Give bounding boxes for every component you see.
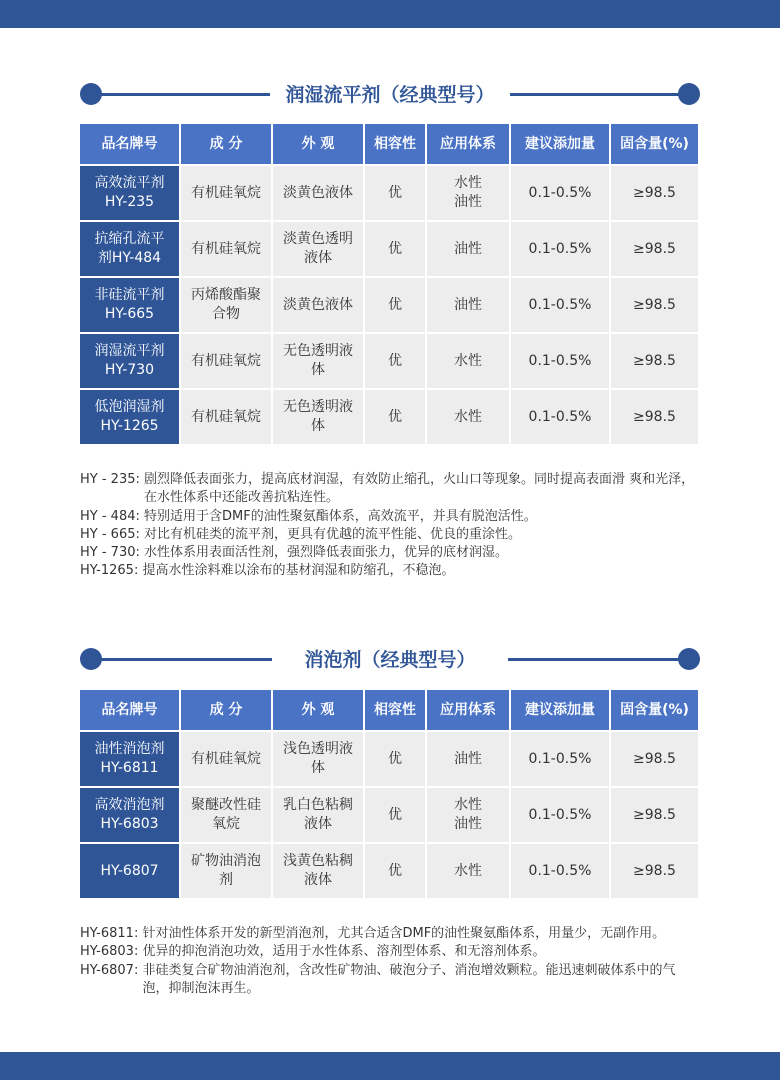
cell-name: 抗缩孔流平 剂HY-484: [80, 222, 181, 278]
header-compatibility: 相容性: [365, 690, 427, 732]
cell-composition: 有机硅氧烷: [181, 732, 273, 788]
note-text: 对比有机硅类的流平剂，更具有优越的流平性能、优良的重涂性。: [144, 526, 522, 542]
product-note: [80, 508, 700, 526]
bottom-banner-bar: [0, 1052, 780, 1080]
cell-composition: 矿物油消泡 剂: [181, 844, 273, 900]
cell-dosage: 0.1-0.5%: [511, 166, 611, 222]
cell-solid: ≥98.5: [611, 390, 700, 446]
cell-name: 润湿流平剂 HY-730: [80, 334, 181, 390]
note-code: HY - 730:: [80, 545, 144, 561]
cell-appearance: 淡黄色透明 液体: [273, 222, 365, 278]
cell-system: 油性: [427, 278, 511, 334]
note-text: 针对油性体系开发的新型消泡剂，尤其合适含DMF的油性聚氨酯体系，用量少，无副作用。: [142, 926, 666, 941]
header-dosage: 建议添加量: [511, 124, 611, 166]
cell-appearance: 无色透明液 体: [273, 334, 365, 390]
cell-composition: 有机硅氧烷: [181, 166, 273, 222]
cell-compat: 优: [365, 278, 427, 334]
leveling-agent-table: [80, 124, 700, 446]
cell-system: 水性: [427, 844, 511, 900]
product-note: [80, 962, 700, 999]
cell-name: HY-6807: [80, 844, 181, 900]
cell-compat: 优: [365, 390, 427, 446]
product-note: [80, 943, 700, 961]
table-row: [80, 844, 700, 900]
cell-name: 高效流平剂 HY-235: [80, 166, 181, 222]
table-row: [80, 732, 700, 788]
cell-appearance: 浅黄色粘稠 液体: [273, 844, 365, 900]
cell-dosage: 0.1-0.5%: [511, 278, 611, 334]
header-system: 应用体系: [427, 124, 511, 166]
cell-compat: 优: [365, 844, 427, 900]
defoamer-notes: [80, 925, 700, 998]
defoamer-table: [80, 690, 700, 900]
table-row: [80, 278, 700, 334]
note-code: HY-6807:: [80, 962, 143, 978]
cell-system: 水性 油性: [427, 166, 511, 222]
note-code: HY-1265:: [80, 563, 143, 579]
cell-solid: ≥98.5: [611, 166, 700, 222]
note-code: HY - 665:: [80, 526, 144, 542]
header-dosage: 建议添加量: [511, 690, 611, 732]
note-text: 剧烈降低表面张力，提高底材润湿，有效防止缩孔，火山口等现象。同时提高表面滑 爽和光泽，在水性体系中还能改善抗粘连性。: [144, 472, 695, 506]
cell-compat: 优: [365, 788, 427, 844]
cell-composition: 有机硅氧烷: [181, 334, 273, 390]
cell-compat: 优: [365, 334, 427, 390]
note-code: HY - 235:: [80, 472, 144, 487]
cell-compat: 优: [365, 166, 427, 222]
cell-name: 低泡润湿剂 HY-1265: [80, 390, 181, 446]
header-appearance: 外 观: [273, 690, 365, 732]
cell-solid: ≥98.5: [611, 334, 700, 390]
product-note: [80, 544, 700, 562]
section-title-text: 润湿流平剂（经典型号）: [285, 84, 495, 106]
table-row: [80, 334, 700, 390]
product-note: [80, 562, 700, 580]
product-note: [80, 471, 700, 508]
cell-composition: 有机硅氧烷: [181, 222, 273, 278]
cell-system: 水性: [427, 334, 511, 390]
cell-composition: 有机硅氧烷: [181, 390, 273, 446]
cell-dosage: 0.1-0.5%: [511, 788, 611, 844]
note-text: 特别适用于含DMF的油性聚氨酯体系，高效流平，并具有脱泡活性。: [144, 508, 537, 524]
header-composition: 成 分: [181, 124, 273, 166]
cell-composition: 聚醚改性硅 氧烷: [181, 788, 273, 844]
table-row: [80, 390, 700, 446]
note-text: 水性体系用表面活性剂，强烈降低表面张力，优异的底材润湿。: [144, 545, 509, 561]
cell-compat: 优: [365, 732, 427, 788]
cell-appearance: 乳白色粘稠 液体: [273, 788, 365, 844]
header-product: 品名牌号: [80, 690, 181, 732]
product-note: [80, 526, 700, 544]
table-header-row: [80, 690, 700, 732]
cell-solid: ≥98.5: [611, 278, 700, 334]
header-product: 品名牌号: [80, 124, 181, 166]
cell-solid: ≥98.5: [611, 788, 700, 844]
cell-composition: 丙烯酸酯聚 合物: [181, 278, 273, 334]
section-title-defoamer: [80, 648, 700, 670]
note-code: HY-6811:: [80, 926, 143, 941]
top-banner-bar: [0, 0, 780, 28]
table-row: [80, 166, 700, 222]
cell-solid: ≥98.5: [611, 732, 700, 788]
cell-dosage: 0.1-0.5%: [511, 222, 611, 278]
cell-dosage: 0.1-0.5%: [511, 844, 611, 900]
header-system: 应用体系: [427, 690, 511, 732]
cell-name: 油性消泡剂 HY-6811: [80, 732, 181, 788]
header-compatibility: 相容性: [365, 124, 427, 166]
cell-appearance: 无色透明液 体: [273, 390, 365, 446]
note-text: 优异的抑泡消泡功效，适用于水性体系、溶剂型体系、和无溶剂体系。: [142, 944, 546, 960]
cell-system: 水性: [427, 390, 511, 446]
header-solid-content: 固含量(%): [611, 690, 700, 732]
cell-dosage: 0.1-0.5%: [511, 334, 611, 390]
cell-appearance: 浅色透明液 体: [273, 732, 365, 788]
cell-name: 非硅流平剂 HY-665: [80, 278, 181, 334]
cell-system: 油性: [427, 222, 511, 278]
table-header-row: [80, 124, 700, 166]
header-solid-content: 固含量(%): [611, 124, 700, 166]
cell-name: 高效消泡剂 HY-6803: [80, 788, 181, 844]
leveling-agent-notes: [80, 471, 700, 581]
note-code: HY - 484:: [80, 508, 144, 524]
cell-compat: 优: [365, 222, 427, 278]
cell-appearance: 淡黄色液体: [273, 278, 365, 334]
cell-dosage: 0.1-0.5%: [511, 732, 611, 788]
section-title-leveling: [80, 83, 700, 105]
header-appearance: 外 观: [273, 124, 365, 166]
section-title-text: 消泡剂（经典型号）: [304, 649, 476, 671]
cell-appearance: 淡黄色液体: [273, 166, 365, 222]
cell-solid: ≥98.5: [611, 844, 700, 900]
cell-system: 油性: [427, 732, 511, 788]
cell-system: 水性 油性: [427, 788, 511, 844]
note-text: 提高水性涂料难以涂布的基材润湿和防缩孔，不稳泡。: [142, 563, 455, 579]
note-code: HY-6803:: [80, 944, 143, 960]
cell-solid: ≥98.5: [611, 222, 700, 278]
table-row: [80, 788, 700, 844]
product-note: [80, 925, 700, 943]
note-text: 非硅类复合矿物油消泡剂，含改性矿物油、破泡分子、消泡增效颗粒。能迅速刺破体系中的气泡，抑制泡沫再生。: [142, 962, 676, 996]
table-row: [80, 222, 700, 278]
cell-dosage: 0.1-0.5%: [511, 390, 611, 446]
header-composition: 成 分: [181, 690, 273, 732]
